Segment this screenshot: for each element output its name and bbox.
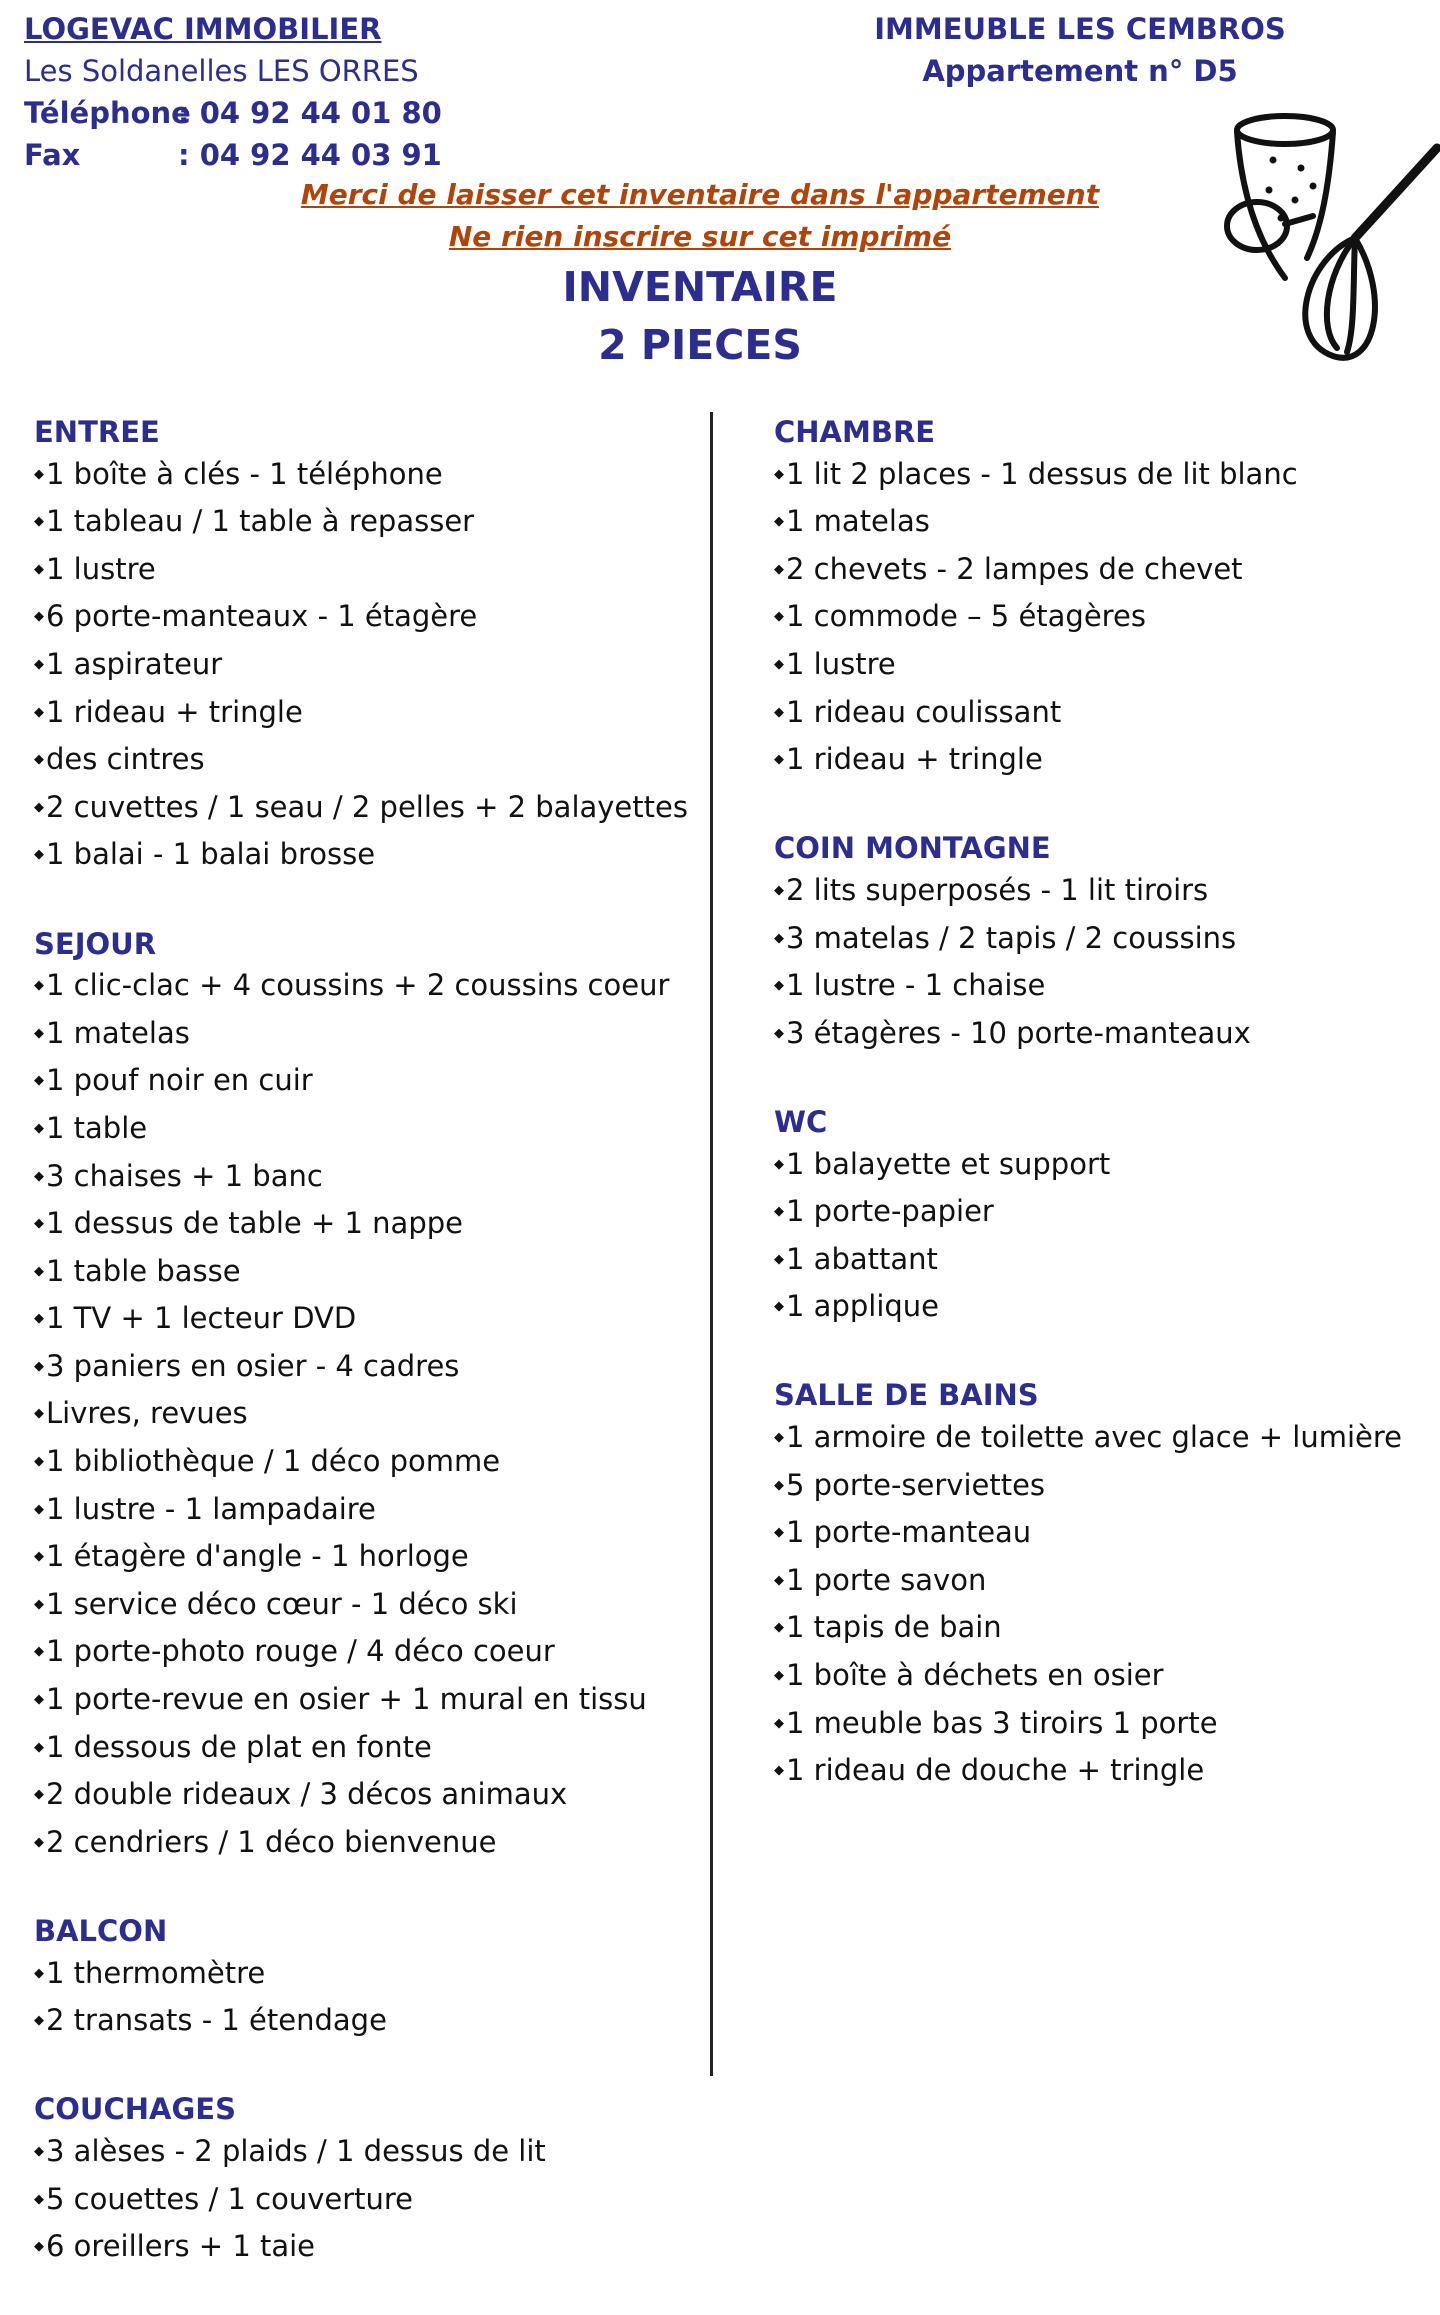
inventory-item: ◆ 1 pouf noir en cuir xyxy=(34,1060,694,1108)
page-title: INVENTAIRE xyxy=(562,263,838,311)
inventory-item: ◆ 1 TV + 1 lecteur DVD xyxy=(34,1298,694,1346)
inventory-item: ◆ 1 rideau + tringle xyxy=(774,739,1434,787)
inventory-item: ◆ 1 boîte à déchets en osier xyxy=(774,1655,1434,1703)
page-subtitle: 2 PIECES xyxy=(598,321,802,369)
inventory-item: ◆ 3 alèses - 2 plaids / 1 dessus de lit xyxy=(34,2131,694,2179)
inventory-item: ◆ 1 matelas xyxy=(774,501,1434,549)
section-sejour xyxy=(34,924,694,1870)
right-column xyxy=(774,412,1434,1839)
building-name: IMMEUBLE LES CEMBROS xyxy=(874,12,1286,46)
property-info xyxy=(860,8,1300,92)
inventory-item: ◆ 1 porte-papier xyxy=(774,1191,1434,1239)
phone-label: Téléphone xyxy=(24,96,191,130)
notice-do-not-write: Ne rien inscrire sur cet imprimé xyxy=(448,220,952,253)
section-title: CHAMBRE xyxy=(774,415,936,449)
inventory-item: ◆ 2 double rideaux / 3 décos animaux xyxy=(34,1774,694,1822)
inventory-item: ◆ 5 couettes / 1 couverture xyxy=(34,2179,694,2227)
inventory-item: ◆ 2 chevets - 2 lampes de chevet xyxy=(774,549,1434,597)
inventory-item: ◆ 1 applique xyxy=(774,1286,1434,1334)
inventory-item: ◆ 1 clic-clac + 4 coussins + 2 coussins coeur xyxy=(34,965,694,1013)
left-column xyxy=(34,412,694,2315)
apartment-number: Appartement n° D5 xyxy=(922,54,1238,88)
inventory-item: ◆ 3 chaises + 1 banc xyxy=(34,1156,694,1204)
section-title: ENTREE xyxy=(34,415,160,449)
section-entree xyxy=(34,412,694,882)
inventory-item: ◆ 6 porte-manteaux - 1 étagère xyxy=(34,596,694,644)
inventory-item: ◆ 1 étagère d'angle - 1 horloge xyxy=(34,1536,694,1584)
inventory-item: ◆ 1 lustre - 1 chaise xyxy=(774,965,1434,1013)
inventory-item: ◆ 2 transats - 1 étendage xyxy=(34,2000,694,2048)
section-title: SALLE DE BAINS xyxy=(774,1378,1039,1413)
inventory-item: ◆ 1 table basse xyxy=(34,1251,694,1299)
section-chambre xyxy=(774,412,1434,787)
inventory-item: ◆ Livres, revues xyxy=(34,1393,694,1441)
section-coin-montagne xyxy=(774,828,1434,1060)
inventory-item: ◆ 3 étagères - 10 porte-manteaux xyxy=(774,1013,1434,1061)
inventory-item: ◆ 1 service déco cœur - 1 déco ski xyxy=(34,1584,694,1632)
inventory-item: ◆ 2 cuvettes / 1 seau / 2 pelles + 2 balayettes xyxy=(34,787,694,835)
section-salle-de-bains xyxy=(774,1375,1434,1797)
phone-line xyxy=(24,92,442,134)
inventory-item: ◆ 2 lits superposés - 1 lit tiroirs xyxy=(774,870,1434,918)
fax-line xyxy=(24,134,442,176)
inventory-item: ◆ 1 lit 2 places - 1 dessus de lit blanc xyxy=(774,454,1434,502)
inventory-item: ◆ 1 tableau / 1 table à repasser xyxy=(34,501,694,549)
fax-number: : 04 92 44 03 91 xyxy=(178,138,442,172)
section-title: BALCON xyxy=(34,1914,168,1948)
inventory-item: ◆ 1 bibliothèque / 1 déco pomme xyxy=(34,1441,694,1489)
inventory-item: ◆ 1 dessous de plat en fonte xyxy=(34,1727,694,1775)
section-title: SEJOUR xyxy=(34,926,157,961)
inventory-item: ◆ 2 cendriers / 1 déco bienvenue xyxy=(34,1822,694,1870)
inventory-item: ◆ 1 thermomètre xyxy=(34,1953,694,2001)
inventory-item: ◆ 1 aspirateur xyxy=(34,644,694,692)
inventory-item: ◆ 3 matelas / 2 tapis / 2 coussins xyxy=(774,918,1434,966)
inventory-item: ◆ 1 porte-revue en osier + 1 mural en tissu xyxy=(34,1679,694,1727)
inventory-item: ◆ 1 balai - 1 balai brosse xyxy=(34,834,694,882)
company-name: LOGEVAC IMMOBILIER xyxy=(24,12,382,46)
agency-info xyxy=(24,8,442,176)
inventory-item: ◆ 1 rideau + tringle xyxy=(34,692,694,740)
inventory-item: ◆ 1 porte-manteau xyxy=(774,1512,1434,1560)
inventory-item: ◆ 1 boîte à clés - 1 téléphone xyxy=(34,454,694,502)
inventory-item: ◆ 1 balayette et support xyxy=(774,1144,1434,1192)
inventory-item: ◆ 1 armoire de toilette avec glace + lumière xyxy=(774,1417,1434,1465)
inventory-item: ◆ 1 porte savon xyxy=(774,1560,1434,1608)
fax-label: Fax xyxy=(24,138,81,172)
inventory-item: ◆ 6 oreillers + 1 taie xyxy=(34,2226,694,2274)
section-balcon xyxy=(34,1911,694,2048)
kitchen-utensils-icon xyxy=(1215,108,1440,378)
phone-number: : 04 92 44 01 80 xyxy=(178,96,442,130)
inventory-item: ◆ 1 meuble bas 3 tiroirs 1 porte xyxy=(774,1703,1434,1751)
inventory-item: ◆ 1 commode – 5 étagères xyxy=(774,596,1434,644)
section-title: COUCHAGES xyxy=(34,2092,236,2127)
inventory-item: ◆ 1 tapis de bain xyxy=(774,1607,1434,1655)
inventory-item: ◆ 1 rideau coulissant xyxy=(774,692,1434,740)
inventory-item: ◆ 1 lustre xyxy=(34,549,694,597)
notice-leave-inventory: Merci de laisser cet inventaire dans l'appartement xyxy=(300,178,1100,211)
inventory-item: ◆ 1 dessus de table + 1 nappe xyxy=(34,1203,694,1251)
section-title: COIN MONTAGNE xyxy=(774,831,1051,866)
section-couchages xyxy=(34,2089,694,2273)
section-wc xyxy=(774,1102,1434,1334)
inventory-item: ◆ 1 porte-photo rouge / 4 déco coeur xyxy=(34,1631,694,1679)
inventory-item: ◆ 3 paniers en osier - 4 cadres xyxy=(34,1346,694,1394)
inventory-item: ◆ 1 rideau de douche + tringle xyxy=(774,1750,1434,1798)
inventory-item: ◆ 1 abattant xyxy=(774,1239,1434,1287)
inventory-item: ◆ 1 lustre - 1 lampadaire xyxy=(34,1489,694,1537)
inventory-item: ◆ 1 lustre xyxy=(774,644,1434,692)
company-address: Les Soldanelles LES ORRES xyxy=(24,54,419,88)
column-divider xyxy=(710,412,713,2076)
section-title: WC xyxy=(774,1104,828,1139)
inventory-item: ◆ 1 matelas xyxy=(34,1013,694,1061)
inventory-item: ◆ 5 porte-serviettes xyxy=(774,1465,1434,1513)
inventory-item: ◆ des cintres xyxy=(34,739,694,787)
inventory-item: ◆ 1 table xyxy=(34,1108,694,1156)
